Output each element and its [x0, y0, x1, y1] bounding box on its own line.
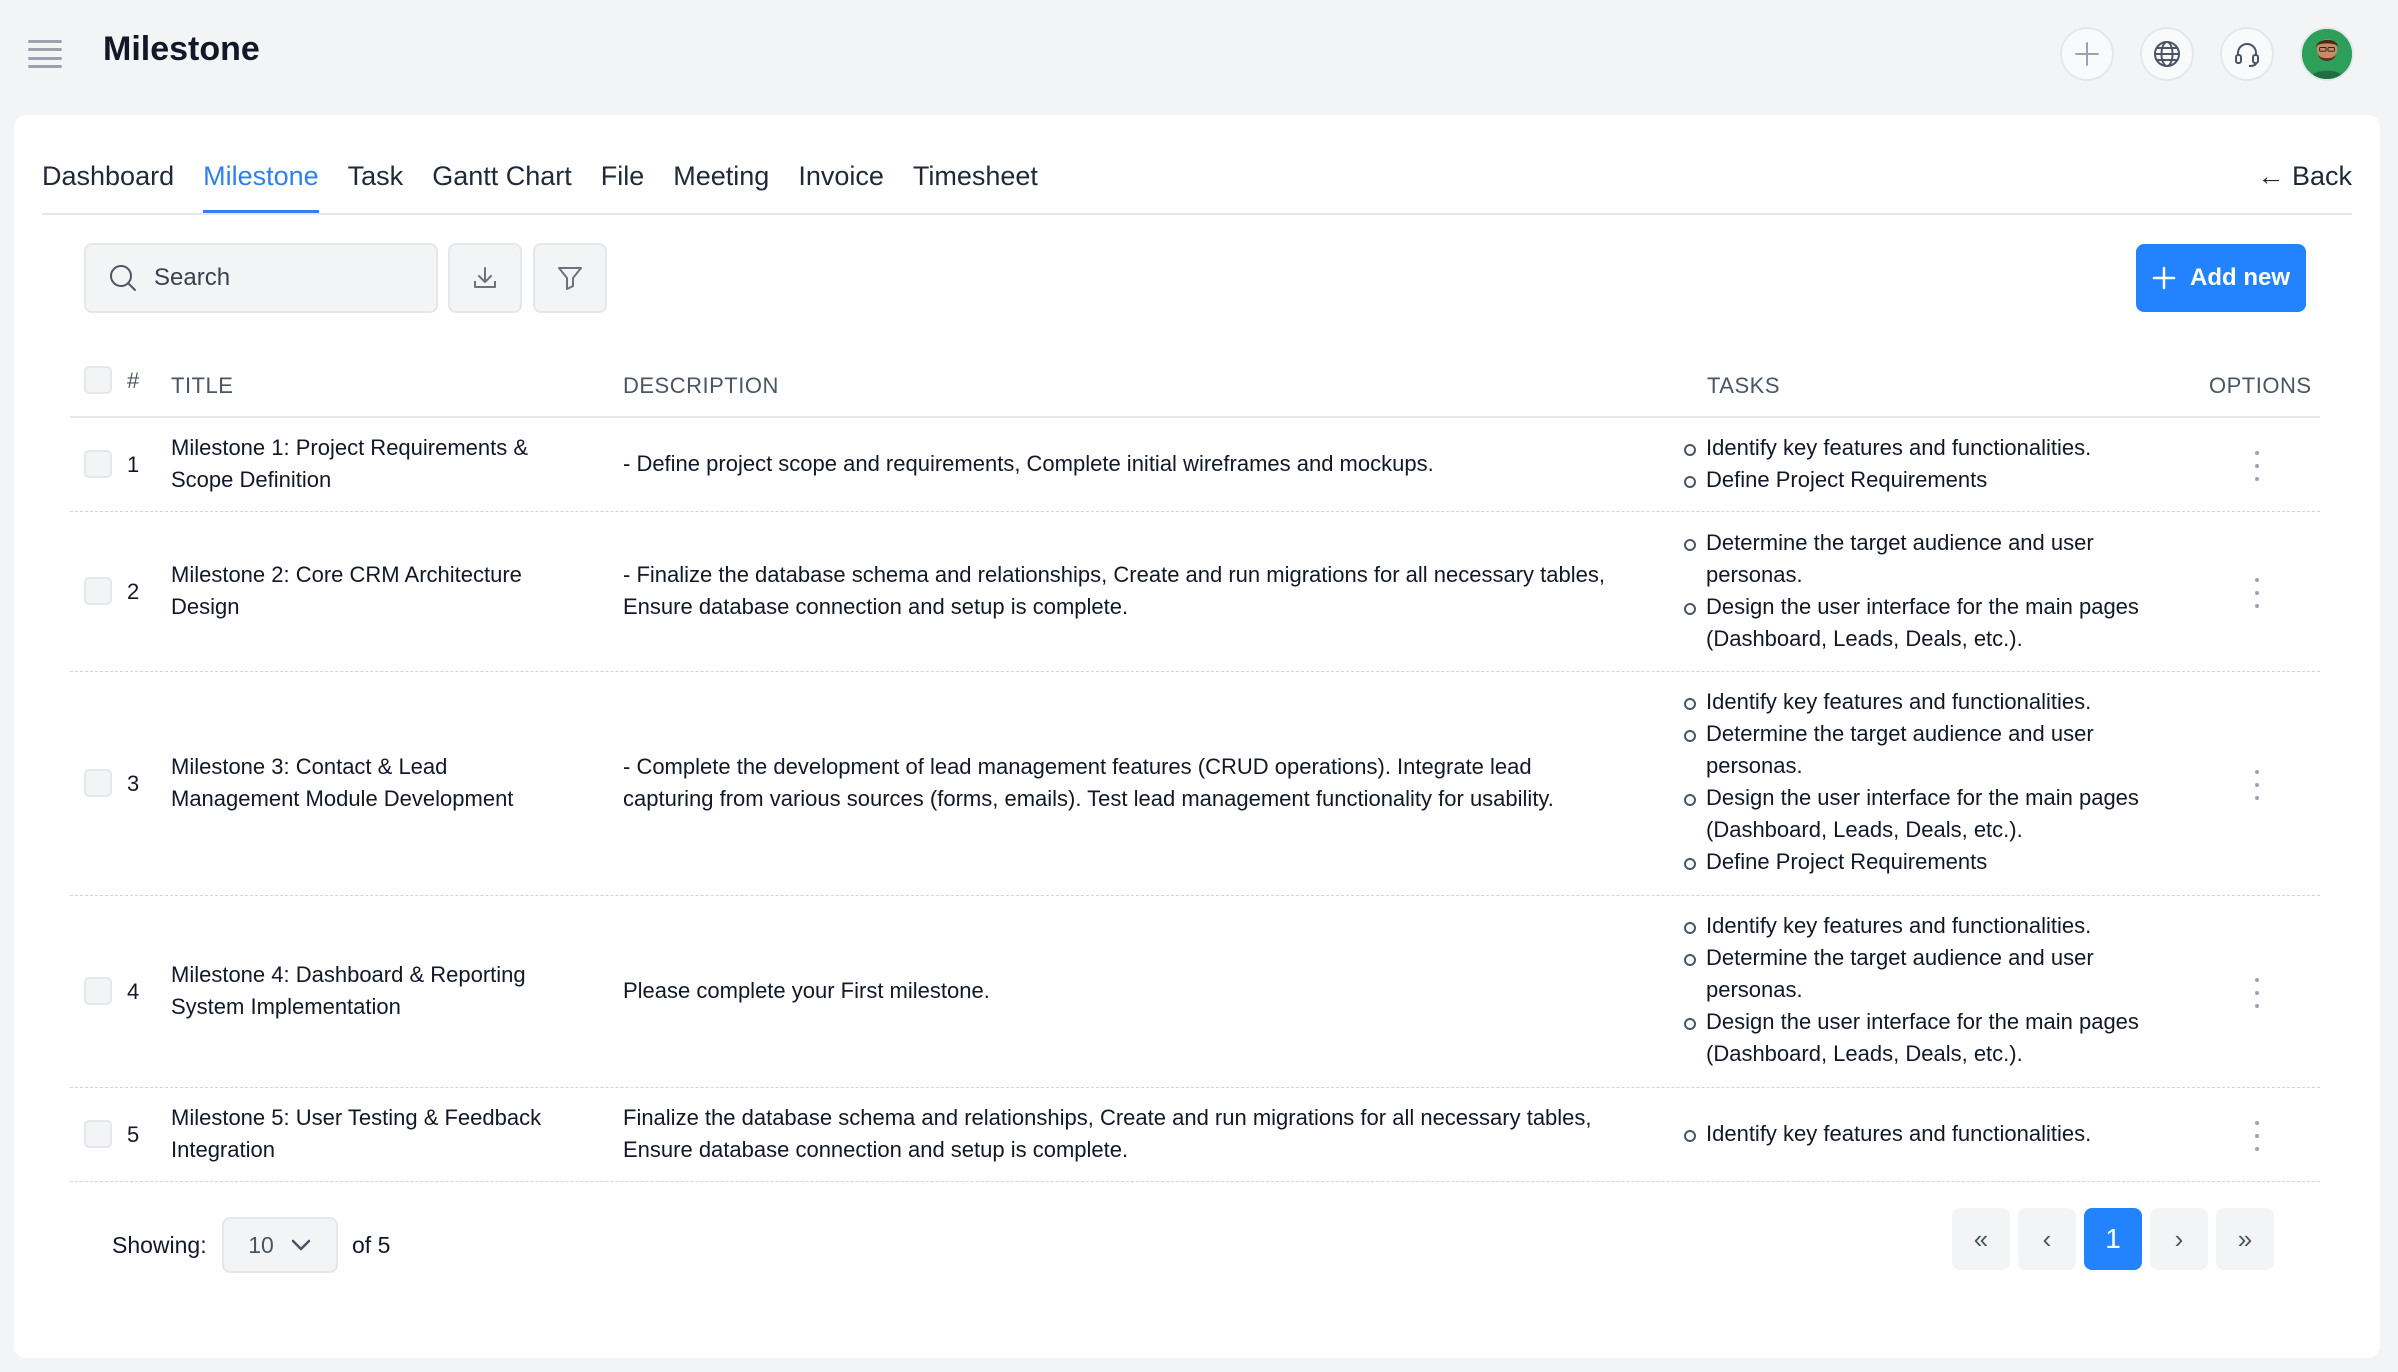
- row-description: Finalize the database schema and relationships, Create and run migrations for all necessary tables, Ensure database connection and setup is complete.: [623, 1105, 1592, 1162]
- task-item: Design the user interface for the main pages (Dashboard, Leads, Deals, etc.).: [1684, 591, 2139, 655]
- page-size-value: 10: [248, 1231, 274, 1258]
- task-item: Identify key features and functionalities.: [1684, 686, 2139, 718]
- column-options: OPTIONS: [2209, 373, 2312, 398]
- row-checkbox[interactable]: [84, 977, 112, 1005]
- row-options-icon[interactable]: [2247, 978, 2267, 1008]
- first-page-button[interactable]: «: [1952, 1208, 2010, 1270]
- row-description: - Finalize the database schema and relationships, Create and run migrations for all necessary tables, Ensure database connection and setup is complete.: [623, 562, 1605, 619]
- task-item: Determine the target audience and user personas.: [1684, 718, 2139, 782]
- task-item: Identify key features and functionalities.: [1684, 910, 2139, 942]
- row-title[interactable]: Milestone 1: Project Requirements & Scope Definition: [171, 435, 529, 492]
- row-options-icon[interactable]: [2247, 770, 2267, 800]
- avatar[interactable]: [2300, 27, 2354, 81]
- download-button[interactable]: [448, 243, 522, 313]
- row-checkbox[interactable]: [84, 577, 112, 605]
- row-options-icon[interactable]: [2247, 451, 2267, 481]
- row-description: Please complete your First milestone.: [623, 978, 990, 1003]
- row-index: 2: [127, 579, 140, 604]
- prev-page-button[interactable]: ‹: [2018, 1208, 2076, 1270]
- back-link[interactable]: ← Back: [2257, 161, 2352, 191]
- tab-file[interactable]: File: [600, 161, 645, 191]
- task-item: Define Project Requirements: [1684, 464, 2091, 496]
- search-input[interactable]: [154, 264, 404, 292]
- tab-gantt-chart[interactable]: Gantt Chart: [432, 161, 572, 191]
- task-item: Design the user interface for the main pages (Dashboard, Leads, Deals, etc.).: [1684, 782, 2139, 846]
- plus-icon: [2073, 40, 2101, 68]
- select-all-checkbox[interactable]: [84, 366, 112, 394]
- globe-icon: [2152, 39, 2182, 69]
- last-page-button[interactable]: »: [2216, 1208, 2274, 1270]
- task-item: Identify key features and functionalities.: [1684, 1118, 2091, 1150]
- row-tasks: [1684, 432, 2091, 496]
- search-box[interactable]: [84, 243, 438, 313]
- task-item: Identify key features and functionalities.: [1684, 432, 2091, 464]
- row-options-icon[interactable]: [2247, 578, 2267, 608]
- current-page-button[interactable]: 1: [2084, 1208, 2142, 1270]
- row-checkbox[interactable]: [84, 1120, 112, 1148]
- row-tasks: [1684, 1118, 2091, 1150]
- menu-icon[interactable]: [28, 40, 62, 68]
- tabs-divider: [42, 213, 2352, 215]
- column-title[interactable]: TITLE: [171, 373, 234, 398]
- language-button[interactable]: [2140, 27, 2194, 81]
- user-avatar-icon: [2302, 27, 2352, 81]
- page-title: Milestone: [103, 30, 260, 68]
- row-title[interactable]: Milestone 3: Contact & Lead Management Module Development: [171, 754, 514, 811]
- tab-dashboard[interactable]: Dashboard: [42, 161, 175, 191]
- top-bar: [0, 0, 2398, 110]
- column-index: #: [127, 368, 140, 393]
- page-size-select[interactable]: [222, 1217, 338, 1273]
- task-item: Define Project Requirements: [1684, 846, 2139, 878]
- add-new-button[interactable]: [2136, 244, 2306, 312]
- next-page-button[interactable]: ›: [2150, 1208, 2208, 1270]
- row-tasks: [1684, 910, 2139, 1070]
- row-options-icon[interactable]: [2247, 1121, 2267, 1151]
- task-item: Design the user interface for the main pages (Dashboard, Leads, Deals, etc.).: [1684, 1006, 2139, 1070]
- tab-invoice[interactable]: Invoice: [798, 161, 884, 191]
- plus-icon: [2152, 266, 2176, 290]
- column-tasks[interactable]: TASKS: [1707, 373, 1781, 398]
- task-item: Determine the target audience and user personas.: [1684, 942, 2139, 1006]
- row-description: - Define project scope and requirements, Complete initial wireframes and mockups.: [623, 451, 1434, 476]
- task-item: Determine the target audience and user personas.: [1684, 527, 2139, 591]
- tab-timesheet[interactable]: Timesheet: [912, 161, 1038, 191]
- row-title[interactable]: Milestone 2: Core CRM Architecture Design: [171, 562, 522, 619]
- row-index: 3: [127, 771, 140, 796]
- plus-button[interactable]: [2060, 27, 2114, 81]
- column-description[interactable]: DESCRIPTION: [623, 373, 779, 398]
- row-tasks: [1684, 527, 2139, 655]
- row-index: 1: [127, 452, 140, 477]
- chevron-down-icon: [290, 1238, 312, 1252]
- filter-icon: [555, 263, 585, 293]
- add-new-label: Add new: [2190, 264, 2290, 291]
- row-title[interactable]: Milestone 4: Dashboard & Reporting System Implementation: [171, 962, 526, 1019]
- row-index: 5: [127, 1122, 140, 1147]
- top-actions: [2060, 27, 2354, 81]
- row-title[interactable]: Milestone 5: User Testing & Feedback Integration: [171, 1105, 542, 1162]
- tab-meeting[interactable]: Meeting: [673, 161, 770, 191]
- showing-label: Showing:: [112, 1232, 207, 1258]
- search-icon: [108, 263, 138, 293]
- filter-button[interactable]: [533, 243, 607, 313]
- headset-icon: [2232, 39, 2262, 69]
- total-count: of 5: [352, 1232, 391, 1258]
- row-description: - Complete the development of lead management features (CRUD operations). Integrate lead capturing from various sources (forms, emails). Test lead management functionality for usability.: [623, 754, 1554, 811]
- row-tasks: [1684, 686, 2139, 878]
- row-checkbox[interactable]: [84, 450, 112, 478]
- tab-milestone[interactable]: Milestone: [203, 155, 319, 213]
- tab-task[interactable]: Task: [347, 161, 404, 191]
- support-button[interactable]: [2220, 27, 2274, 81]
- row-index: 4: [127, 979, 140, 1004]
- tab-bar: [42, 155, 1038, 213]
- row-checkbox[interactable]: [84, 769, 112, 797]
- download-icon: [470, 263, 500, 293]
